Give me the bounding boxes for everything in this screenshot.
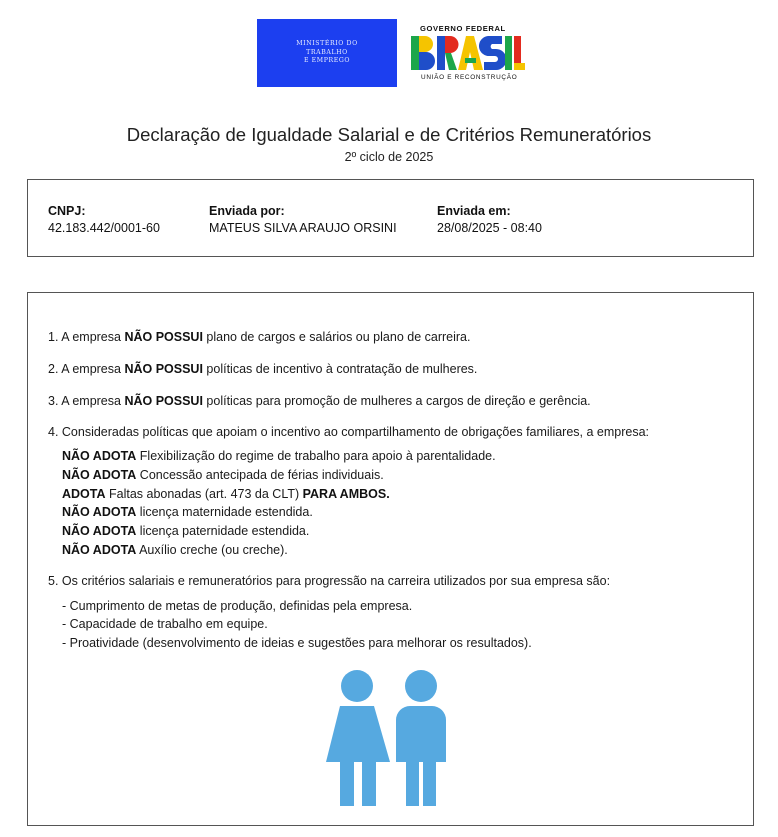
sent-at-value: 28/08/2025 - 08:40 xyxy=(437,221,542,235)
policy-text: Auxílio creche (ou creche). xyxy=(136,543,288,557)
declaration-item-4: 4. Consideradas políticas que apoiam o incentivo ao compartilhamento de obrigações familiares, a empresa: xyxy=(48,425,650,439)
item-text: 2. A empresa xyxy=(48,362,125,376)
policy-text: Concessão antecipada de férias individuais. xyxy=(136,468,384,482)
item-text: 3. A empresa xyxy=(48,394,125,408)
gov-logo-top-text: GOVERNO FEDERAL xyxy=(420,24,506,33)
item-text: políticas de incentivo à contratação de mulheres. xyxy=(202,362,478,376)
declaration-content-box xyxy=(27,292,754,826)
policy-item-2 xyxy=(62,468,384,482)
policy-item-3 xyxy=(62,487,390,501)
sent-at-field xyxy=(437,203,542,237)
item-status: NÃO POSSUI xyxy=(124,330,203,344)
policy-status: NÃO ADOTA xyxy=(62,543,137,557)
item-status: NÃO POSSUI xyxy=(124,362,203,376)
criteria-item-3: - Proatividade (desenvolvimento de ideias e sugestões para melhorar os resultados). xyxy=(62,636,532,650)
policy-status: NÃO ADOTA xyxy=(62,505,137,519)
criteria-item-1: - Cumprimento de metas de produção, definidas pela empresa. xyxy=(62,599,413,613)
policy-item-4 xyxy=(62,505,313,519)
ministry-logo xyxy=(257,19,397,87)
sent-at-label: Enviada em: xyxy=(437,204,511,218)
policy-text: Faltas abonadas (art. 473 da CLT) xyxy=(105,487,303,501)
policy-item-1 xyxy=(62,449,496,463)
declaration-item-3 xyxy=(48,394,591,408)
page-title: Declaração de Igualdade Salarial e de Critérios Remuneratórios xyxy=(126,124,652,145)
cnpj-field xyxy=(48,203,160,237)
ministry-logo-text: MINISTÉRIO DO TRABALHO E EMPREGO xyxy=(296,40,358,65)
policy-status: NÃO ADOTA xyxy=(62,524,137,538)
item-text: plano de cargos e salários ou plano de carreira. xyxy=(202,330,471,344)
policy-text: licença maternidade estendida. xyxy=(136,505,313,519)
cnpj-label: CNPJ: xyxy=(48,204,86,218)
declaration-item-5: 5. Os critérios salariais e remuneratórios para progressão na carreira utilizados por sua empresa são: xyxy=(48,574,611,588)
item-text: políticas para promoção de mulheres a cargos de direção e gerência. xyxy=(202,394,591,408)
woman-man-icon xyxy=(326,670,450,806)
policy-item-5 xyxy=(62,524,309,538)
policy-status: NÃO ADOTA xyxy=(62,449,137,463)
submission-info-box xyxy=(27,179,754,257)
government-logo xyxy=(410,24,525,86)
policy-text: Flexibilização do regime de trabalho para apoio à parentalidade. xyxy=(136,449,496,463)
sent-by-value: MATEUS SILVA ARAUJO ORSINI xyxy=(209,221,397,235)
policy-status: ADOTA xyxy=(62,487,106,501)
item-status: NÃO POSSUI xyxy=(124,394,203,408)
brasil-wordmark-icon xyxy=(410,34,525,72)
page-subtitle: 2º ciclo de 2025 xyxy=(344,150,434,164)
header-logos xyxy=(0,19,778,87)
sent-by-field xyxy=(209,203,397,237)
policy-text: licença paternidade estendida. xyxy=(136,524,310,538)
item-text: 1. A empresa xyxy=(48,330,125,344)
policy-scope: PARA AMBOS. xyxy=(302,487,390,501)
policy-item-6 xyxy=(62,543,288,557)
policy-status: NÃO ADOTA xyxy=(62,468,137,482)
gov-logo-bottom-text: UNIÃO E RECONSTRUÇÃO xyxy=(421,74,518,81)
cnpj-value: 42.183.442/0001-60 xyxy=(48,221,160,235)
declaration-item-1 xyxy=(48,330,470,344)
declaration-item-2 xyxy=(48,362,477,376)
sent-by-label: Enviada por: xyxy=(209,204,285,218)
criteria-item-2: - Capacidade de trabalho em equipe. xyxy=(62,617,268,631)
